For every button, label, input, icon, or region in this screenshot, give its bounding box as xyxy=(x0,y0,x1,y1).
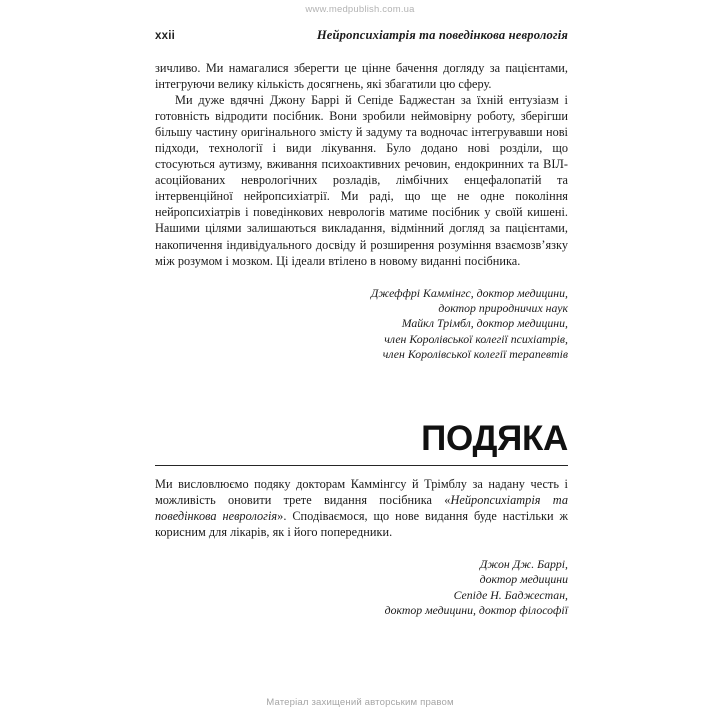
page-number: xxii xyxy=(155,30,175,42)
acknowledgement-paragraph xyxy=(155,476,568,540)
page-content-column xyxy=(155,0,568,618)
signature-line: доктор медицини, доктор філософії xyxy=(384,603,568,618)
signature-line: Сепіде Н. Баджестан, xyxy=(453,587,568,602)
acknowledgement-section xyxy=(155,420,568,619)
preface-paragraph-2: Ми дуже вдячні Джону Баррі й Сепіде Баджестан за їхній ентузіазм і готовність відродити посібник. Вони зробили неймовірну роботу, зберігши більшу частину оригінального змісту й задуму та водночас інтегрувавши нові підходи, технології і види лікування. Було додано нові розділи, що стосуються аутизму, вживання психоактивних речовин, ендокринних та ВІЛ-асоційованих неврологічних розладів, лімбічних енцефалопатій та інтервенційної нейропсихіатрії. Ми раді, що ще не одне покоління нейропсихіатрів і поведінкових неврологів матиме посібник у своїй кишені. Нашими цілями залишаються викладання, відмінний догляд за пацієнтами, накопичення індивідуального досвіду й розширення розуміння взаємозв’язку між розумом і мозком. Ці ідеали втілено в новому виданні посібника. xyxy=(155,93,568,268)
signature-line: Джеффрі Каммінгс, доктор медицини, xyxy=(370,285,568,300)
book-title-italic: Нейропсихіатрія та поведінкова неврологія xyxy=(155,492,568,523)
signature-line: доктор природничих наук xyxy=(438,301,568,316)
running-title: Нейропсихіатрія та поведінкова неврологія xyxy=(316,28,568,42)
acknowledgement-body xyxy=(155,476,568,540)
preface-continuation xyxy=(155,60,568,269)
signature-line: Джон Дж. Баррі, xyxy=(479,556,568,571)
signature-line: доктор медицини xyxy=(479,572,568,587)
preface-signature-block xyxy=(155,286,568,363)
acknowledgement-text-tail: ». Сподіваємося, що нове видання буде настільки ж корисним для лікарів, як і його попередники. xyxy=(155,508,568,539)
copyright-notice: Матеріал захищений авторським правом xyxy=(266,697,454,708)
site-watermark: www.medpublish.com.ua xyxy=(305,4,415,15)
signature-line: Майкл Трімбл, доктор медицини, xyxy=(401,316,568,331)
running-header xyxy=(155,28,568,44)
acknowledgement-signature-block xyxy=(155,557,568,619)
heading-divider xyxy=(155,465,568,466)
preface-paragraph-1: зичливо. Ми намагалися зберегти це цінне бачення догляду за пацієнтами, інтегруючи велику кількість досягнень, які збагатили цю сферу. xyxy=(155,61,568,92)
signature-line: член Королівської колегії терапевтів xyxy=(382,347,568,362)
section-heading: ПОДЯКА xyxy=(421,418,568,458)
signature-line: член Королівської колегії психіатрів, xyxy=(384,331,568,346)
acknowledgement-text-lead: Ми висловлюємо подяку докторам Каммінгсу й Трімблу за надану честь і можливість оновити трете видання посібника « xyxy=(155,476,568,507)
